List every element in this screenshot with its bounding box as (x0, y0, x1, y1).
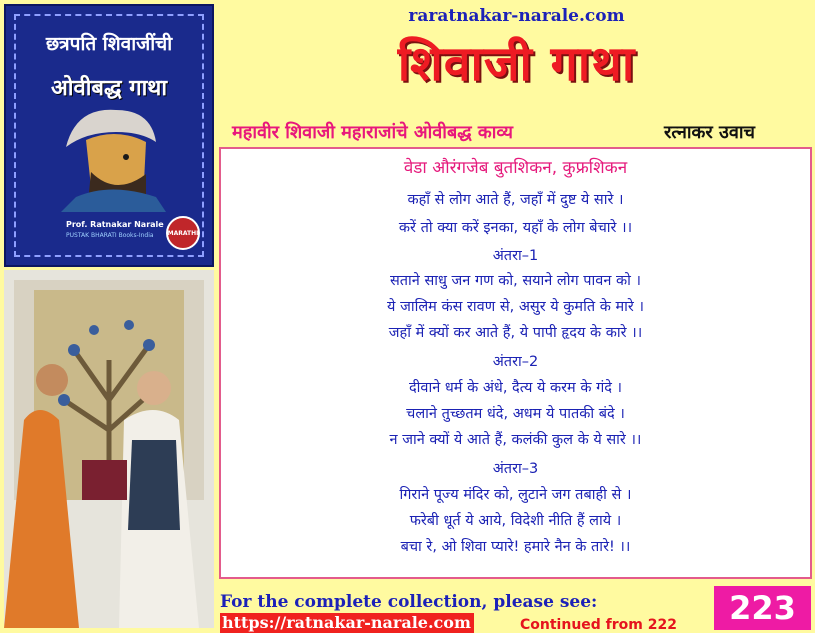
section-heading: अंतरा–3 (492, 461, 539, 477)
continued-note: Continued from 222 (520, 617, 677, 633)
poem-line: जहाँ में क्यों कर आते हैं, ये पापी हृदय के कारे ।। (388, 325, 643, 341)
author-tag: रत्नाकर उवाच (664, 122, 755, 143)
book-cover (4, 4, 214, 267)
poem-line: कहाँ से लोग आते हैं, जहाँ में दुष्ट ये सारे । (407, 192, 624, 208)
poem-line: दीवाने धर्म के अंधे, दैत्य ये करम के गंदे । (408, 380, 623, 396)
footer-note: For the complete collection, please see: (220, 592, 598, 612)
poem-box (219, 147, 812, 579)
poem-line: गिराने पूज्य मंदिर को, लुटाने जग तबाही से । (399, 487, 632, 503)
page-number: 223 (714, 586, 811, 630)
cover-author: Prof. Ratnakar Narale (66, 220, 164, 229)
page-title: शिवाजी गाथा (397, 36, 636, 92)
poem-line: ये जालिम कंस रावण से, असुर ये कुमति के मारे । (387, 299, 644, 315)
meeting-photo (4, 270, 214, 628)
poem-line: बचा रे, ओ शिवा प्यारे! हमारे नैन के तारे! ।। (400, 539, 631, 555)
poem-line: चलाने तुच्छतम धंदे, अधम ये पातकी बंदे । (406, 406, 625, 422)
poem-line: सताने साधु जन गण को, सयाने लोग पावन को । (389, 273, 642, 289)
website-link[interactable]: https://ratnakar-narale.com (220, 613, 474, 633)
cover-imprint: PUSTAK BHARATI Books-India (66, 232, 154, 239)
shivaji-portrait-illustration (46, 102, 176, 212)
poem-heading: वेडा औरंगजेब बुतशिकन, कुफ्रशिकन (403, 158, 628, 178)
subtitle: महावीर शिवाजी महाराजांचे ओवीबद्ध काव्य (232, 122, 513, 143)
language-badge: MARATHI (166, 216, 200, 250)
section-heading: अंतरा–1 (492, 248, 539, 264)
poem-line: फरेबी धूर्त ये आये, विदेशी नीति हैं लाये । (409, 513, 622, 529)
site-url: raratnakar-narale.com (408, 6, 625, 26)
cover-title-line2: ओवीबद्ध गाथा (50, 75, 168, 101)
cover-title-line1: छत्रपति शिवाजींची (45, 33, 173, 55)
poem-line: न जाने क्यों ये आते हैं, कलंकी कुल के ये सारे ।। (389, 432, 642, 448)
poem-line: करें तो क्या करें इनका, यहाँ के लोग बेचारे ।। (398, 220, 633, 236)
section-heading: अंतरा–2 (492, 354, 539, 370)
